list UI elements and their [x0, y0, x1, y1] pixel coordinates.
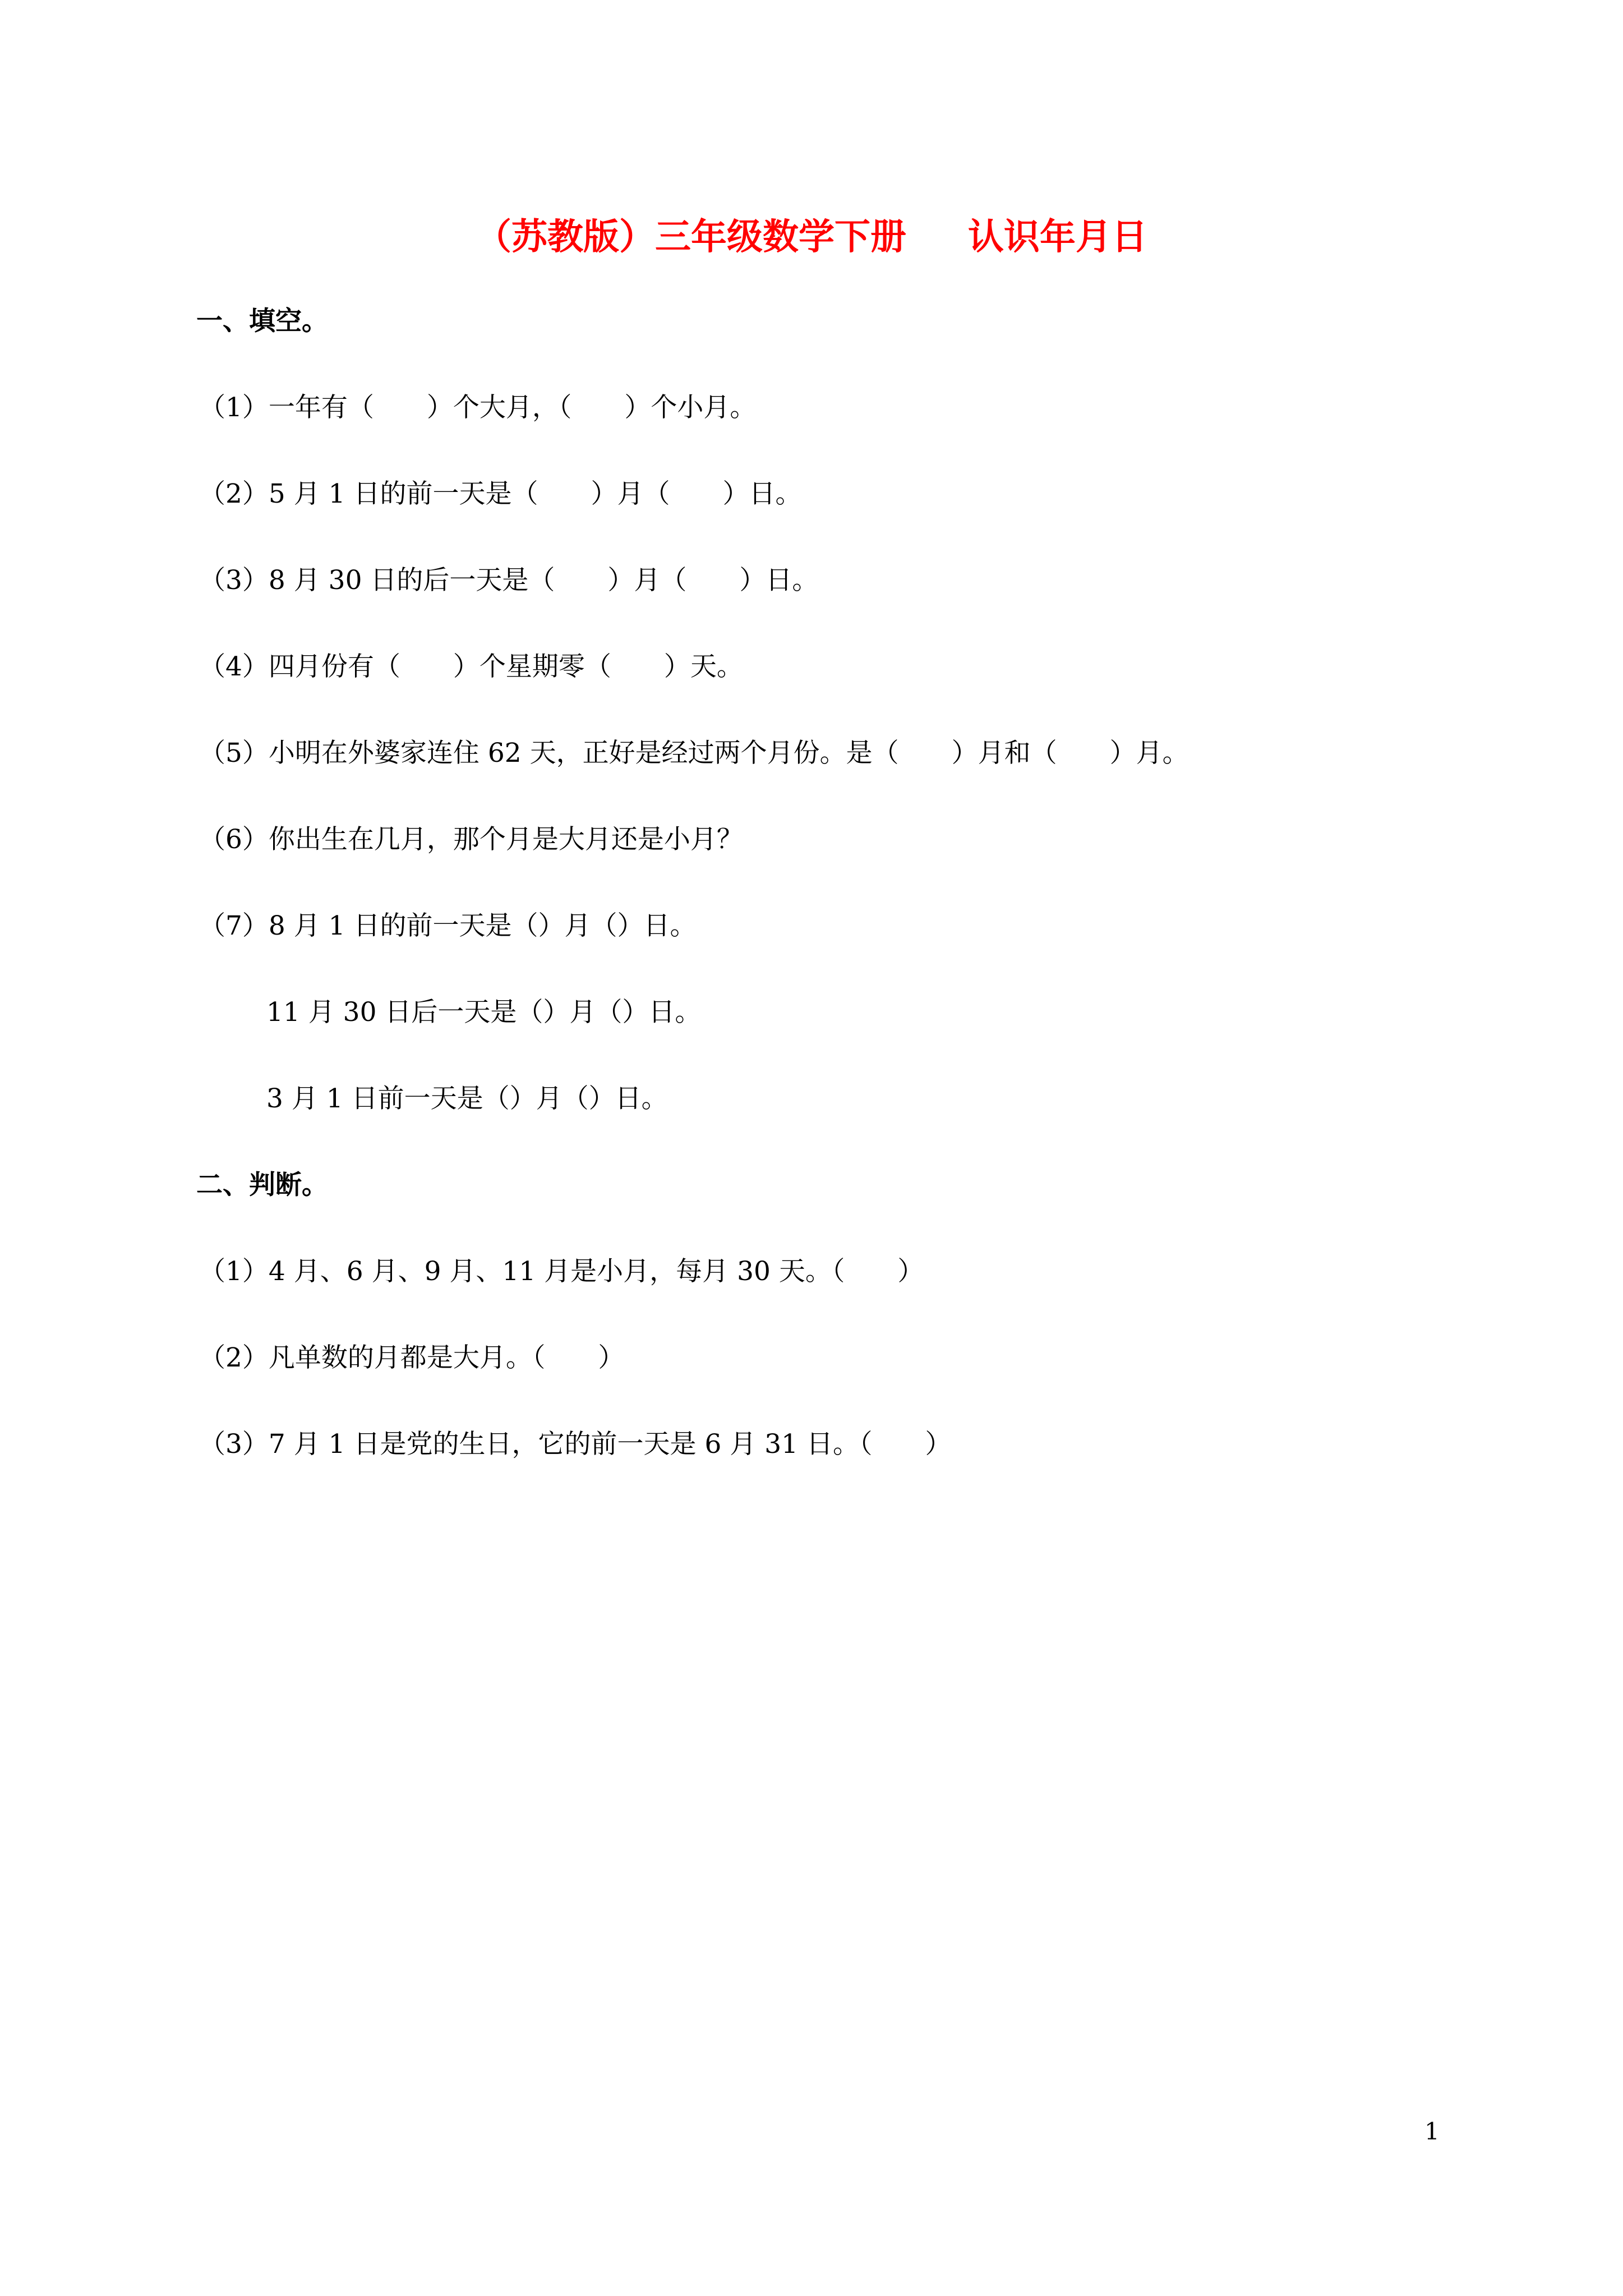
title-left: （苏教版）三年级数学下册: [476, 216, 906, 258]
question-1-1: （1）一年有（ ）个大月，（ ）个小月。: [199, 392, 757, 423]
question-1-2: （2）5 月 1 日的前一天是（ ）月（ ）日。: [199, 478, 802, 509]
question-1-7-sub-2: 3 月 1 日前一天是（）月（）日。: [266, 1083, 668, 1114]
page-number: 1: [1424, 2118, 1440, 2145]
question-1-7-sub-1: 11 月 30 日后一天是（）月（）日。: [266, 997, 702, 1028]
page-title: [0, 212, 1623, 263]
question-2-1: （1）4 月、6 月、9 月、11 月是小月，每月 30 天。（ ）: [199, 1256, 924, 1287]
question-1-4: （4）四月份有（ ）个星期零（ ）天。: [199, 651, 743, 682]
question-1-7: （7）8 月 1 日的前一天是（）月（）日。: [199, 910, 697, 941]
section-heading-fill-blank: 一、填空。: [196, 306, 328, 337]
title-right: 认识年月日: [968, 216, 1147, 258]
question-2-3: （3）7 月 1 日是党的生日，它的前一天是 6 月 31 日。（ ）: [199, 1429, 952, 1460]
question-1-3: （3）8 月 30 日的后一天是（ ）月（ ）日。: [199, 565, 819, 596]
question-2-2: （2）凡单数的月都是大月。（ ）: [199, 1342, 625, 1373]
question-1-5: （5）小明在外婆家连住 62 天，正好是经过两个月份。是（ ）月和（ ）月。: [199, 738, 1189, 769]
question-1-6: （6）你出生在几月，那个月是大月还是小月？: [199, 824, 743, 855]
section-heading-true-false: 二、判断。: [196, 1170, 328, 1200]
